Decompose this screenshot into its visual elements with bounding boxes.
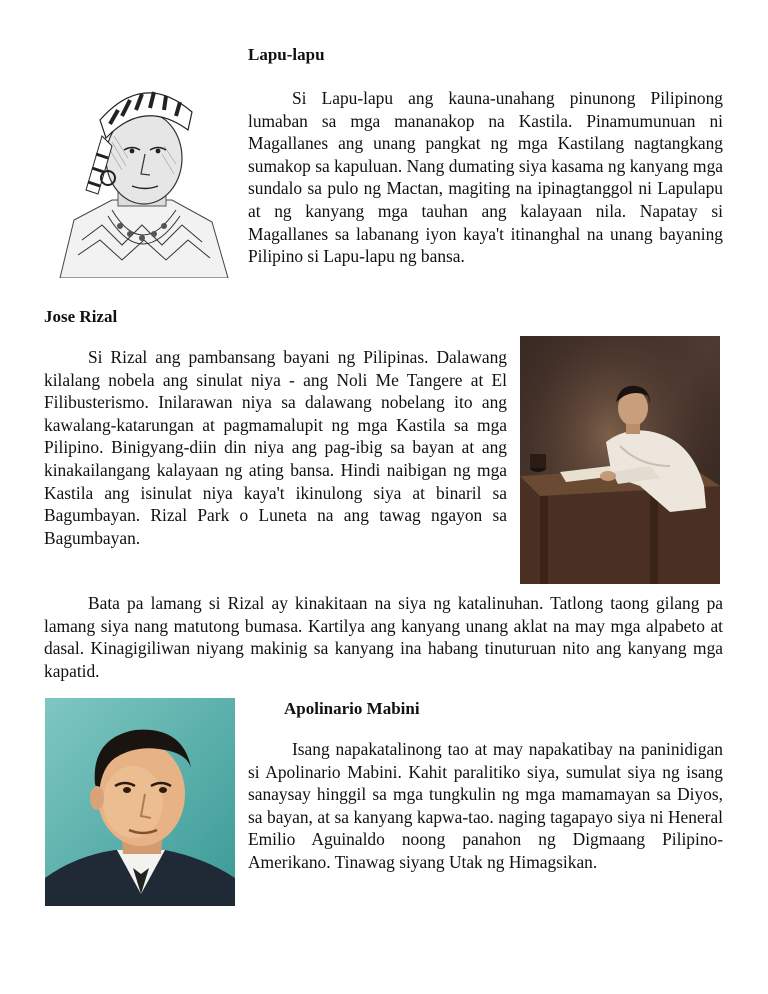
mabini-portrait [45, 698, 235, 906]
mabini-title: Apolinario Mabini [284, 699, 420, 718]
mabini-paragraph: Isang napakatalinong tao at may napakatibay na paninidigan si Apolinario Mabini. Kahit paralitiko siya, sumulat siya ng isang sanaysay hinggil sa mga tungkulin ng mga mamamayan sa Diyos, sa bayan, at sa kanyang kapwa-tao. naging tagapayo siya ni Heneral Emilio Aguinaldo noong panahon ng Digmaang Pilipino-Amerikano. Tinawag siyang Utak ng Himagsikan. [248, 739, 723, 872]
rizal-title: Jose Rizal [44, 307, 118, 326]
rizal-paragraph-2: Bata pa lamang si Rizal ay kinakitaan na siya ng katalinuhan. Tatlong taong gilang pa lamang siya nang matutong bumasa. Kartilya ang kanyang unang aklat na may mga alpabeto at dasal. Kinagigiliwan niyang makinig sa kanyang ina habang tinuturuan nito ang kanyang mga kapatid. [44, 593, 723, 681]
rizal-painting [520, 336, 720, 584]
lapulapu-title: Lapu-lapu [248, 45, 325, 64]
rizal-paragraph: Si Rizal ang pambansang bayani ng Pilipinas. Dalawang kilalang nobela ang sinulat niya - ang Noli Me Tangere at El Filibusterismo. Inilarawan niya sa dalawang nobelang ito ang kawalang-katarungan at pagmamalupit ng mga Kastila sa mga Pilipino. Binigyang-diin din niya ang pag-ibig sa bayan at ang kinakailangang kalayaan ng ating bansa. Hindi naibigan ng mga Kastila ang isinulat niya kaya't ikinulong siya at binaril sa Bagumbayan. Rizal Park o Luneta na ang tawag ngayon sa Bagumbayan. [44, 347, 507, 548]
lapulapu-paragraph: Si Lapu-lapu ang kauna-unahang pinunong Pilipinong lumaban sa mga mananakop na Kastila. Pinamumunuan ni Magallanes ang unang pangkat ng mga Kastilang nagtangkang sumakop sa kapuluan. Nang dumating siya kasama ng kanyang mga sundalo sa pulo ng Mactan, magiting na ipinagtanggol ni Lapulapu at ng kanyang mga tauhan ang kalayaan nila. Napatay si Magallanes sa labanang iyon kaya't itinanghal na unang bayaning Pilipino si Lapu-lapu ng bansa. [248, 88, 723, 267]
lapulapu-portrait [52, 50, 232, 278]
